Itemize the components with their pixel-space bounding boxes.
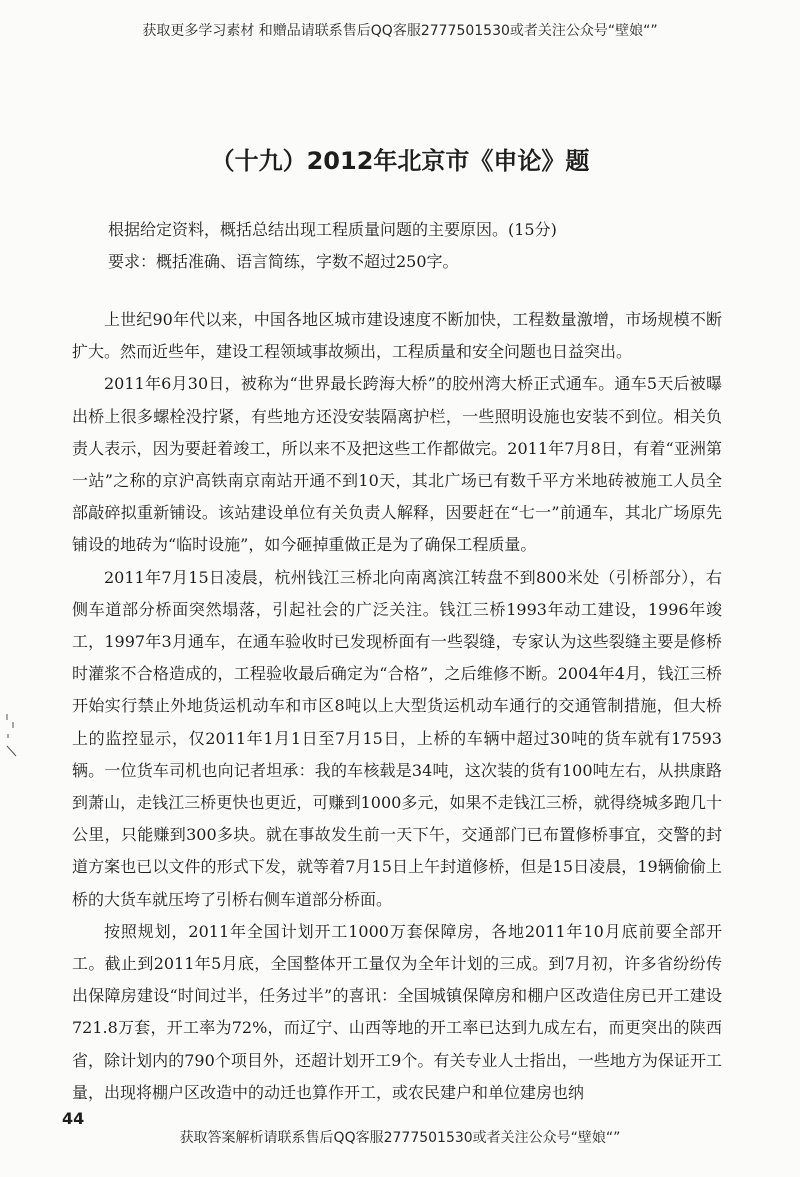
question-prompt: 根据给定资料，概括总结出现工程质量问题的主要原因。(15分) <box>108 220 557 239</box>
material-text <box>72 304 722 1109</box>
paragraph-4: 按照规划，2011年全国计划开工1000万套保障房，各地2011年10月底前要全部开工。截止到2011年5月底，全国整体开工量仅为全年计划的三成。到7月初，许多省纷纷传出保障房建设“时间过半，任务过半”的喜讯：全国城镇保障房和棚户区改造住房已开工建设721.8万套，开工率为72%，而辽宁、山西等地的开工率已达到九成左右，而更突出的陕西省，除计划内的790个项目外，还超计划开工9个。有关专业人士指出，一些地方为保证开工量，出现将棚户区改造中的动迁也算作开工，或农民建户和单位建房也纳 <box>72 921 722 1102</box>
footer-promo-note: 获取答案解析请联系售后QQ客服2777501530或者关注公众号“壁娘“” <box>179 1130 621 1146</box>
paragraph-2: 2011年6月30日，被称为“世界最长跨海大桥”的胶州湾大桥正式通车。通车5天后被曝出桥上很多螺栓没拧紧，有些地方还没安装隔离护栏，一些照明设施也安装不到位。相关负责人表示，因为要赶着竣工，所以来不及把这些工作都做完。2011年7月8日，有着“亚洲第一站”之称的京沪高铁南京南站开通不到10天，其北广场已有数千平方米地砖被施工人员全部敲碎拟重新铺设。该站建设单位有关负责人解释，因要赶在“七一”前通车，其北广场原先铺设的地砖为“临时设施”，如今砸掉重做正是为了确保工程质量。 <box>72 374 722 555</box>
question-block <box>108 214 748 278</box>
page-title: （十九）2012年北京市《申论》题 <box>210 147 590 175</box>
paragraph-3: 2011年7月15日凌晨，杭州钱江三桥北向南离滨江转盘不到800米处（引桥部分），右侧车道部分桥面突然塌落，引起社会的广泛关注。钱江三桥1993年动工建设，1996年竣工，1997年3月通车，在通车验收时已发现桥面有一些裂缝，专家认为这些裂缝主要是修桥时灌浆不合格造成的，工程验收最后确定为“合格”，之后维修不断。2004年4月，钱江三桥开始实行禁止外地货运机动车和市区8吨以上大型货运机动车通行的交通管制措施，但大桥上的监控显示，仅2011年1月1日至7月15日，上桥的车辆中超过30吨的货车就有17593辆。一位货车司机也向记者坦承：我的车核载是34吨，这次装的货有100吨左右，从拱康路到萧山，走钱江三桥更快也更近，可赚到1000多元，如果不走钱江三桥，就得绕城多跑几十公里，只能赚到300多块。就在事故发生前一天下午，交通部门已布置修桥事宜，交警的封道方案也已以文件的形式下发，就等着7月15日上午封道修桥，但是15日凌晨，19辆偷偷上桥的大货车就压垮了引桥右侧车道部分桥面。 <box>72 567 722 909</box>
scan-margin-marks <box>4 712 20 762</box>
question-requirement: 要求：概括准确、语言简练，字数不超过250字。 <box>108 252 459 271</box>
page-number: 44 <box>62 1109 85 1128</box>
paragraph-1: 上世纪90年代以来，中国各地区城市建设速度不断加快，工程数量激增，市场规模不断扩大。然而近些年，建设工程领域事故频出，工程质量和安全问题也日益突出。 <box>72 310 722 362</box>
header-promo-note: 获取更多学习素材 和赠品请联系售后QQ客服2777501530或者关注公众号“壁娘“” <box>142 23 658 39</box>
